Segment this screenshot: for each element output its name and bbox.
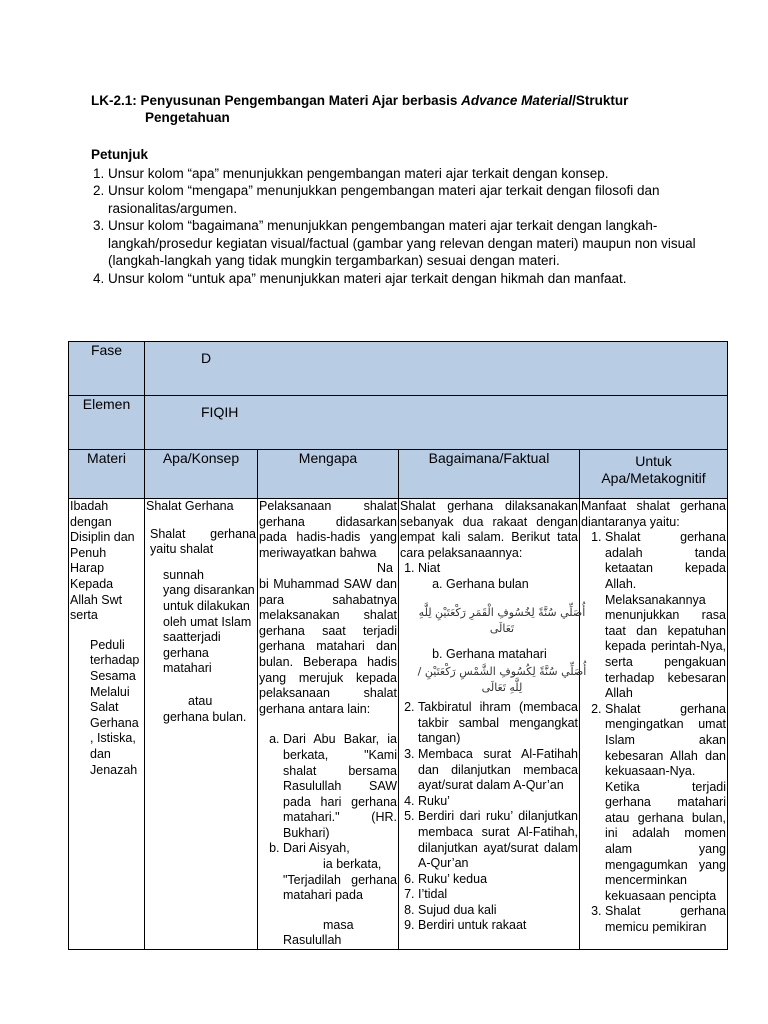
bagaimana-step: 3. Membaca surat Al-Fatihah dan dilanjutkan membaca ayat/surat dalam A-Qur’an [418,747,578,794]
materi-text-2: Peduli terhadap Sesama Melalui Salat Gerhana , Istiska, dan Jenazah [90,637,140,777]
apa-cell [145,499,258,950]
mengapa-hadis-b1: b. Dari Aisyah, [283,841,350,856]
instruction-item: 4. Unsur kolom “untuk apa” menunjukkan materi ajar terkait dengan hikmah dan manfaat. [108,270,711,288]
bagaimana-cell [399,499,587,950]
apa-text-5: atau [188,693,213,708]
bagaimana-step: 6. Ruku’ kedua [418,872,578,888]
column-header-row [69,450,728,499]
col-header-mengapa: Mengapa [258,450,399,499]
elemen-label: Elemen [69,396,145,450]
mengapa-intro-a: Pelaksanaan shalat gerhana didasarkan pada hadis-hadis yang meriwayatkan bahwa [259,499,397,560]
instruction-item: 3. Unsur kolom “bagaimana” menunjukkan pengembangan materi ajar terkait dengan langkah-langkah/prosedur kegiatan visual/factual (gambar yang relevan dengan materi) maupun non visual (langkah-langkah yang tidak mungkin tergambarkan) sesuai dengan materi. [108,217,711,270]
bagaimana-niat-a [418,576,586,637]
bagaimana-step: 8. Sujud dua kali [418,903,578,919]
col-header-untuk-line1: Untuk [635,453,672,469]
mengapa-hadis-b2: ia berkata, [323,857,382,872]
apa-text-1: Shalat Gerhana [146,499,234,513]
bagaimana-step: 9. Berdiri untuk rakaat [418,918,578,934]
apa-text-4: yang disarankan untuk dilakukan oleh umat Islam saatterjadi gerhana matahari [163,583,255,676]
instruction-item: 1. Unsur kolom “apa” menunjukkan pengembangan materi ajar terkait dengan konsep. [108,165,711,183]
material-table [68,341,728,950]
fase-value: D [145,342,728,396]
materi-cell [69,499,145,950]
arabic-niat-matahari: أُصَلِّي سُنَّةً لِكُسُوفِ الشَّمْسِ رَكْعَتَيْنِ / لِلَّهِ تَعَالَى [417,665,587,695]
title-italic: Advance Material [461,93,573,108]
title-suffix: /Struktur [572,93,629,108]
bagaimana-intro: Shalat gerhana dilaksanakan sebanyak dua rakaat dengan empat kali salam. Berikut tata cara pelaksanaannya: [400,499,578,560]
content-row [69,499,728,950]
bagaimana-step: 7. I’tidal [418,887,578,903]
bagaimana-step: 5. Berdiri dari ruku’ dilanjutkan membaca surat Al-Fatihah, dilanjutkan ayat/surat dalam A-Qur’an [418,809,578,871]
elemen-row [69,396,728,450]
mengapa-hadis-list [259,732,397,949]
bagaimana-niat-b [417,646,587,697]
mengapa-hadis-b [283,841,397,949]
apa-text-6: gerhana bulan. [163,709,247,724]
untuk-intro: Manfaat shalat gerhana diantaranya yaitu: [581,499,726,529]
untuk-item: 2. Shalat gerhana mengingatkan umat Islam akan kebesaran Allah dan kekuasaan-Nya. Ketika terjadi gerhana matahari atau gerhana bulan, ini adalah momen alam yang mengagumkan yang mencerminkan kekuasaan pencipta [605,702,726,905]
bagaimana-niat-label: Niat [418,561,441,576]
arabic-niat-bulan: أُصَلِّي سُنَّةً لِخُسُوفِ الْقَمَرِ رَكْعَتَيْنِ لِلَّهِ تَعَالَى [418,605,586,635]
bagaimana-niat-a-label: Gerhana bulan [446,576,529,591]
col-header-apa: Apa/Konsep [145,450,258,499]
fase-label: Fase [69,342,145,396]
mengapa-hadis-b3: "Terjadilah gerhana matahari pada [283,872,397,903]
col-header-untuk-apa [580,450,728,499]
bagaimana-niat-b-label: Gerhana matahari [446,646,547,661]
col-header-untuk-line2: Apa/Metakognitif [601,470,706,486]
col-header-materi: Materi [69,450,145,499]
instruction-item: 2. Unsur kolom “mengapa” menunjukkan pengembangan materi ajar terkait dengan filosofi dan rasionalitas/argumen. [108,182,711,217]
mengapa-hadis-a: a. Dari Abu Bakar, ia berkata, "Kami shalat bersama Rasulullah SAW pada hari gerhana matahari." (HR. Bukhari) [283,732,397,841]
instructions-heading: Petunjuk [91,147,149,162]
fase-row [69,342,728,396]
untuk-list [581,530,726,935]
title-line2: Pengetahuan [145,110,230,125]
elemen-value: FIQIH [145,396,728,450]
bagaimana-step-niat [417,561,587,696]
apa-text-3: sunnah [163,567,205,582]
mengapa-hadis-b5: Rasulullah [283,933,342,948]
bagaimana-niat-list [417,576,587,696]
bagaimana-steps-list [400,561,587,934]
document-title [91,92,711,126]
mengapa-cell [258,499,399,950]
mengapa-intro-b: Na [377,561,393,576]
mengapa-intro-c: bi Muhammad SAW dan para sahabatnya melaksanakan shalat gerhana saat terjadi gerhana matahari dan bulan. Beberapa hadis yang merujuk kepada pelaksanaan shalat gerhana antara lain: [259,576,397,716]
untuk-item: 3. Shalat gerhana memicu pemikiran [605,904,726,935]
apa-text-2: Shalat gerhana yaitu shalat [150,526,256,557]
untuk-item: 1. Shalat gerhana adalah tanda ketaatan kepada Allah. Melaksanakannya menunjukkan rasa taat dan kepatuhan kepada perintah-Nya, serta pengakuan terhadap kebesaran Allah [605,530,726,702]
col-header-bagaimana: Bagaimana/Faktual [399,450,580,499]
title-prefix: LK-2.1: Penyusunan Pengembangan Materi Ajar berbasis [91,93,462,108]
bagaimana-step: 2. Takbiratul ihram (membaca takbir sambal mengangkat tangan) [418,700,578,747]
untuk-apa-cell [580,499,728,950]
mengapa-hadis-b4: masa [323,917,354,932]
bagaimana-step: 4. Ruku’ [418,794,578,810]
materi-text-1: Ibadah dengan Disiplin dan Penuh Harap Kepada Allah Swt serta [70,499,135,623]
instructions [91,146,711,287]
instructions-list [91,165,711,288]
